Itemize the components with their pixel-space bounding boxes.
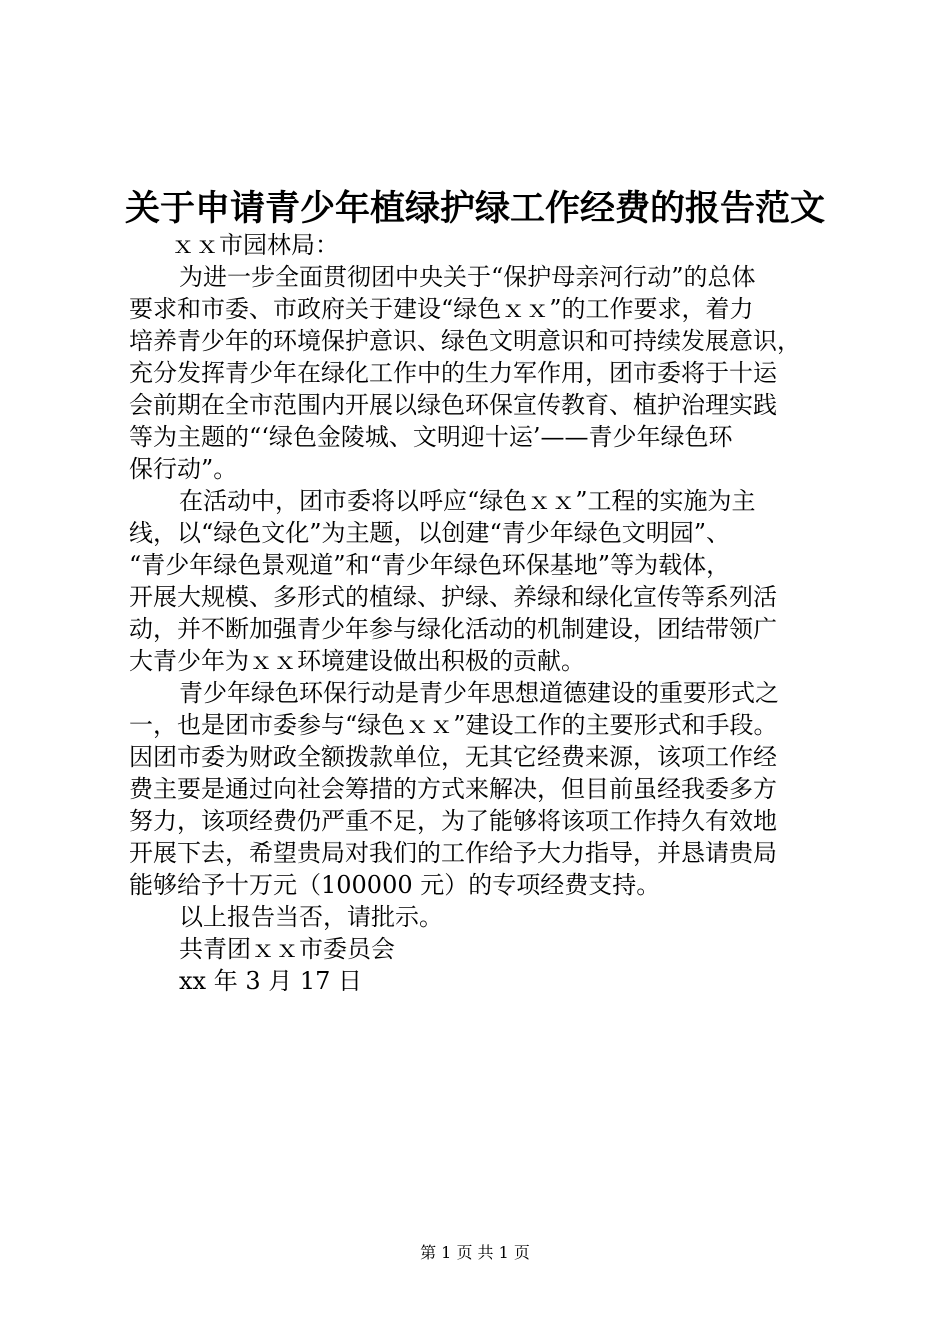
paragraph-line: 青少年绿色环保行动是青少年思想道德建设的重要形式之 — [179, 679, 779, 707]
signature: 共青团ｘｘ市委员会 — [179, 935, 395, 963]
paragraph-line: 开展下去，希望贵局对我们的工作给予大力指导，并恳请贵局 — [129, 839, 777, 867]
paragraph-line: 在活动中，团市委将以呼应“绿色ｘｘ”工程的实施为主 — [179, 487, 756, 515]
document-title: 关于申请青少年植绿护绿工作经费的报告范文 — [124, 189, 825, 229]
paragraph-line: 大青少年为ｘｘ环境建设做出积极的贡献。 — [129, 647, 585, 675]
paragraph-line: 能够给予十万元（100000 元）的专项经费支持。 — [129, 871, 661, 899]
paragraph-line: “青少年绿色景观道”和“青少年绿色环保基地”等为载体， — [129, 551, 731, 579]
paragraph-line: 动，并不断加强青少年参与绿化活动的机制建设，团结带领广 — [129, 615, 777, 643]
document-body — [129, 229, 829, 997]
paragraph-2 — [129, 485, 829, 677]
paragraph-line: 要求和市委、市政府关于建设“绿色ｘｘ”的工作要求，着力 — [129, 295, 754, 323]
paragraph-line: 会前期在全市范围内开展以绿色环保宣传教育、植护治理实践 — [129, 391, 777, 419]
paragraph-line: 费主要是通过向社会筹措的方式来解决，但目前虽经我委多方 — [129, 775, 777, 803]
paragraph-line: 保行动”。 — [129, 455, 238, 483]
paragraph-line: 培养青少年的环境保护意识、绿色文明意识和可持续发展意识， — [129, 327, 801, 355]
paragraph-line: 因团市委为财政全额拨款单位，无其它经费来源，该项工作经 — [129, 743, 777, 771]
paragraph-3 — [129, 677, 829, 901]
paragraph-line: 开展大规模、多形式的植绿、护绿、养绿和绿化宣传等系列活 — [129, 583, 777, 611]
paragraph-line: 线，以“绿色文化”为主题，以创建“青少年绿色文明园”、 — [129, 519, 731, 547]
paragraph-line: 充分发挥青少年在绿化工作中的生力军作用，团市委将于十运 — [129, 359, 777, 387]
paragraph-line: 一，也是团市委参与“绿色ｘｘ”建设工作的主要形式和手段。 — [129, 711, 778, 739]
document-date: xx 年 3 月 17 日 — [179, 967, 363, 995]
paragraph-line: 为进一步全面贯彻团中央关于“保护母亲河行动”的总体 — [179, 263, 756, 291]
paragraph-line: 努力，该项经费仍严重不足，为了能够将该项工作持久有效地 — [129, 807, 777, 835]
closing-line: 以上报告当否，请批示。 — [179, 903, 443, 931]
page-footer: 第 1 页 共 1 页 — [420, 1243, 530, 1262]
salutation: ｘｘ市园林局： — [171, 231, 339, 259]
paragraph-line: 等为主题的“‘绿色金陵城、文明迎十运’——青少年绿色环 — [129, 423, 733, 451]
paragraph-1 — [129, 261, 829, 485]
